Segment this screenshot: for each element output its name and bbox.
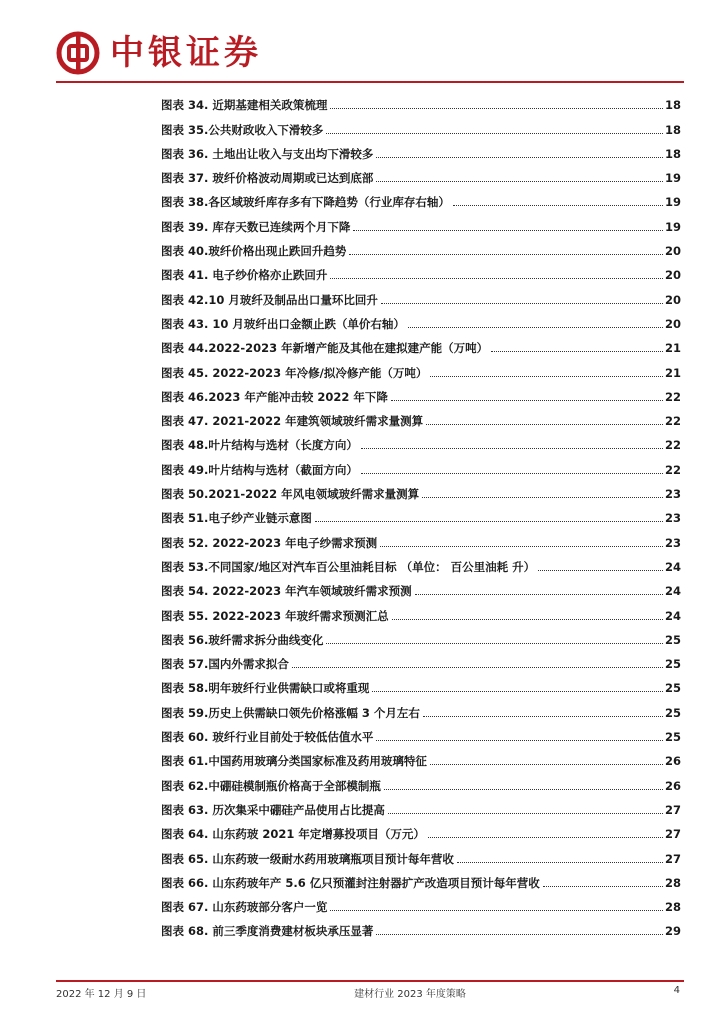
toc-leader-dots	[422, 489, 663, 498]
toc-entry[interactable]	[161, 209, 681, 233]
toc-entry[interactable]	[161, 452, 681, 476]
toc-leader-dots	[361, 465, 663, 474]
toc-leader-dots	[384, 781, 663, 790]
toc-entry-page: 22	[664, 389, 681, 404]
toc-entry-title: 图表 37. 玻纤价格波动周期或已达到底部	[161, 171, 374, 186]
toc-entry-title: 图表 44.2022-2023 年新增产能及其他在建拟建产能（万吨）	[161, 341, 489, 356]
toc-entry[interactable]	[161, 88, 681, 112]
toc-entry-page: 25	[664, 657, 681, 672]
toc-entry-title: 图表 41. 电子纱价格亦止跌回升	[161, 268, 328, 283]
toc-entry-title: 图表 62.中硼硅模制瓶价格高于全部模制瓶	[161, 778, 381, 793]
toc-entry-page: 23	[664, 487, 681, 502]
toc-entry[interactable]	[161, 914, 681, 938]
toc-entry[interactable]	[161, 841, 681, 865]
toc-entry-title: 图表 64. 山东药玻 2021 年定增募投项目（万元）	[161, 827, 425, 842]
toc-entry[interactable]	[161, 501, 681, 525]
toc-leader-dots	[453, 197, 663, 206]
toc-entry-page: 24	[664, 584, 681, 599]
toc-entry[interactable]	[161, 185, 681, 209]
toc-entry[interactable]	[161, 623, 681, 647]
toc-entry-title: 图表 48.叶片结构与选材（长度方向）	[161, 438, 358, 453]
toc-entry-page: 21	[664, 365, 681, 380]
toc-entry-page: 27	[664, 827, 681, 842]
toc-entry[interactable]	[161, 550, 681, 574]
toc-leader-dots	[326, 635, 663, 644]
toc-entry-page: 19	[664, 219, 681, 234]
toc-entry-page: 22	[664, 462, 681, 477]
toc-leader-dots	[392, 611, 663, 620]
toc-entry[interactable]	[161, 574, 681, 598]
toc-entry[interactable]	[161, 866, 681, 890]
toc-entry-page: 24	[664, 559, 681, 574]
toc-leader-dots	[330, 270, 663, 279]
toc-entry-page: 23	[664, 511, 681, 526]
toc-leader-dots	[543, 878, 663, 887]
toc-entry-title: 图表 38.各区域玻纤库存多有下降趋势（行业库存右轴）	[161, 195, 450, 210]
toc-leader-dots	[330, 100, 663, 109]
toc-entry-title: 图表 35.公共财政收入下滑较多	[161, 122, 324, 137]
toc-entry[interactable]	[161, 282, 681, 306]
toc-entry-title: 图表 67. 山东药玻部分客户一览	[161, 900, 328, 915]
toc-entry-title: 图表 59.历史上供需缺口领先价格涨幅 3 个月左右	[161, 705, 420, 720]
toc-entry[interactable]	[161, 307, 681, 331]
page-footer	[56, 985, 680, 1001]
toc-entry-page: 27	[664, 802, 681, 817]
toc-entry-title: 图表 63. 历次集采中硼硅产品使用占比提高	[161, 802, 385, 817]
toc-entry-page: 18	[664, 98, 681, 113]
toc-entry-page: 18	[664, 146, 681, 161]
toc-entry-title: 图表 47. 2021-2022 年建筑领域玻纤需求量测算	[161, 414, 424, 429]
toc-entry-title: 图表 53.不同国家/地区对汽车百公里油耗目标 （单位： 百公里油耗 升）	[161, 559, 536, 574]
toc-entry-title: 图表 49.叶片结构与选材（截面方向）	[161, 462, 358, 477]
toc-entry-title: 图表 45. 2022-2023 年冷修/拟冷修产能（万吨）	[161, 365, 428, 380]
toc-leader-dots	[426, 416, 663, 425]
toc-leader-dots	[353, 222, 663, 231]
toc-leader-dots	[491, 343, 663, 352]
toc-entry-page: 29	[664, 924, 681, 939]
toc-leader-dots	[408, 319, 663, 328]
toc-entry[interactable]	[161, 720, 681, 744]
toc-entry[interactable]	[161, 598, 681, 622]
toc-leader-dots	[430, 368, 663, 377]
toc-leader-dots	[315, 513, 663, 522]
toc-entry[interactable]	[161, 161, 681, 185]
toc-leader-dots	[388, 805, 663, 814]
toc-entry-title: 图表 39. 库存天数已连续两个月下降	[161, 219, 351, 234]
toc-leader-dots	[391, 392, 663, 401]
brand-name: 中银证券	[110, 33, 262, 73]
header-divider	[56, 81, 684, 83]
toc-entry-title: 图表 68. 前三季度消费建材板块承压显著	[161, 924, 374, 939]
toc-entry-title: 图表 46.2023 年产能冲击较 2022 年下降	[161, 389, 388, 404]
toc-leader-dots	[380, 538, 663, 547]
toc-entry[interactable]	[161, 234, 681, 258]
toc-leader-dots	[376, 732, 663, 741]
toc-entry-title: 图表 40.玻纤价格出现止跌回升趋势	[161, 244, 347, 259]
toc-entry-title: 图表 34. 近期基建相关政策梳理	[161, 98, 328, 113]
toc-entry-title: 图表 57.国内外需求拟合	[161, 657, 289, 672]
toc-entry[interactable]	[161, 428, 681, 452]
toc-entry-page: 27	[664, 851, 681, 866]
toc-entry-title: 图表 43. 10 月玻纤出口金额止跌（单价右轴）	[161, 316, 405, 331]
toc-leader-dots	[349, 246, 663, 255]
toc-entry[interactable]	[161, 477, 681, 501]
toc-leader-dots	[292, 659, 663, 668]
toc-entry-page: 20	[664, 292, 681, 307]
toc-entry-title: 图表 56.玻纤需求拆分曲线变化	[161, 632, 324, 647]
toc-entry[interactable]	[161, 404, 681, 428]
toc-entry-title: 图表 50.2021-2022 年风电领域玻纤需求量测算	[161, 487, 420, 502]
toc-entry[interactable]	[161, 525, 681, 549]
toc-entry-title: 图表 58.明年玻纤行业供需缺口或将重现	[161, 681, 370, 696]
toc-entry-page: 25	[664, 730, 681, 745]
footer-date: 2022 年 12 月 9 日	[56, 989, 147, 1000]
toc-entry-title: 图表 51.电子纱产业链示意图	[161, 511, 312, 526]
toc-leader-dots	[423, 708, 663, 717]
toc-entry-page: 26	[664, 754, 681, 769]
toc-entry-page: 28	[664, 875, 681, 890]
toc-entry[interactable]	[161, 793, 681, 817]
toc-leader-dots	[538, 562, 663, 571]
footer-page-number: 4	[673, 985, 680, 996]
toc-entry[interactable]	[161, 112, 681, 136]
toc-leader-dots	[326, 125, 663, 134]
toc-leader-dots	[415, 586, 663, 595]
toc-entry[interactable]	[161, 137, 681, 161]
toc-entry-title: 图表 65. 山东药玻一级耐水药用玻璃瓶项目预计每年营收	[161, 851, 454, 866]
toc-entry-page: 25	[664, 705, 681, 720]
toc-entry[interactable]	[161, 768, 681, 792]
toc-entry-title: 图表 60. 玻纤行业目前处于较低估值水平	[161, 730, 374, 745]
toc-leader-dots	[457, 854, 663, 863]
toc-entry-page: 25	[664, 681, 681, 696]
toc-leader-dots	[361, 440, 663, 449]
toc-entry-page: 25	[664, 632, 681, 647]
toc-entry[interactable]	[161, 695, 681, 719]
toc-entry-title: 图表 55. 2022-2023 年玻纤需求预测汇总	[161, 608, 389, 623]
toc-entry-title: 图表 54. 2022-2023 年汽车领域玻纤需求预测	[161, 584, 412, 599]
toc-entry-page: 21	[664, 341, 681, 356]
toc-entry[interactable]	[161, 647, 681, 671]
toc-entry-title: 图表 36. 土地出让收入与支出均下滑较多	[161, 146, 374, 161]
bank-of-china-logo-icon	[56, 31, 100, 75]
toc-entry-page: 19	[664, 171, 681, 186]
toc-entry-page: 20	[664, 268, 681, 283]
toc-leader-dots	[372, 683, 663, 692]
toc-entry-page: 19	[664, 195, 681, 210]
toc-entry[interactable]	[161, 890, 681, 914]
toc-entry-page: 26	[664, 778, 681, 793]
toc-entry[interactable]	[161, 817, 681, 841]
toc-entry-page: 18	[664, 122, 681, 137]
toc-entry-page: 22	[664, 414, 681, 429]
toc-entry-page: 24	[664, 608, 681, 623]
toc-entry[interactable]	[161, 355, 681, 379]
toc-entry-title: 图表 61.中国药用玻璃分类国家标准及药用玻璃特征	[161, 754, 427, 769]
toc-entry-page: 20	[664, 316, 681, 331]
toc-leader-dots	[330, 902, 663, 911]
toc-entry[interactable]	[161, 380, 681, 404]
toc-entry-page: 23	[664, 535, 681, 550]
toc-leader-dots	[376, 926, 663, 935]
toc-entry-title: 图表 42.10 月玻纤及制品出口量环比回升	[161, 292, 378, 307]
toc-leader-dots	[428, 829, 663, 838]
toc-entry[interactable]	[161, 671, 681, 695]
toc-entry[interactable]	[161, 331, 681, 355]
figure-list	[161, 88, 681, 938]
footer-doc-title: 建材行业 2023 年度策略	[354, 989, 466, 1000]
toc-entry-page: 28	[664, 900, 681, 915]
toc-leader-dots	[430, 756, 663, 765]
toc-entry-title: 图表 52. 2022-2023 年电子纱需求预测	[161, 535, 378, 550]
toc-entry-page: 20	[664, 244, 681, 259]
page-header	[56, 30, 262, 76]
toc-leader-dots	[381, 295, 663, 304]
toc-entry-title: 图表 66. 山东药玻年产 5.6 亿只预灌封注射器扩产改造项目预计每年营收	[161, 875, 540, 890]
toc-leader-dots	[376, 149, 663, 158]
toc-entry-page: 22	[664, 438, 681, 453]
footer-divider	[56, 980, 684, 982]
toc-entry[interactable]	[161, 744, 681, 768]
toc-entry[interactable]	[161, 258, 681, 282]
toc-leader-dots	[376, 173, 663, 182]
